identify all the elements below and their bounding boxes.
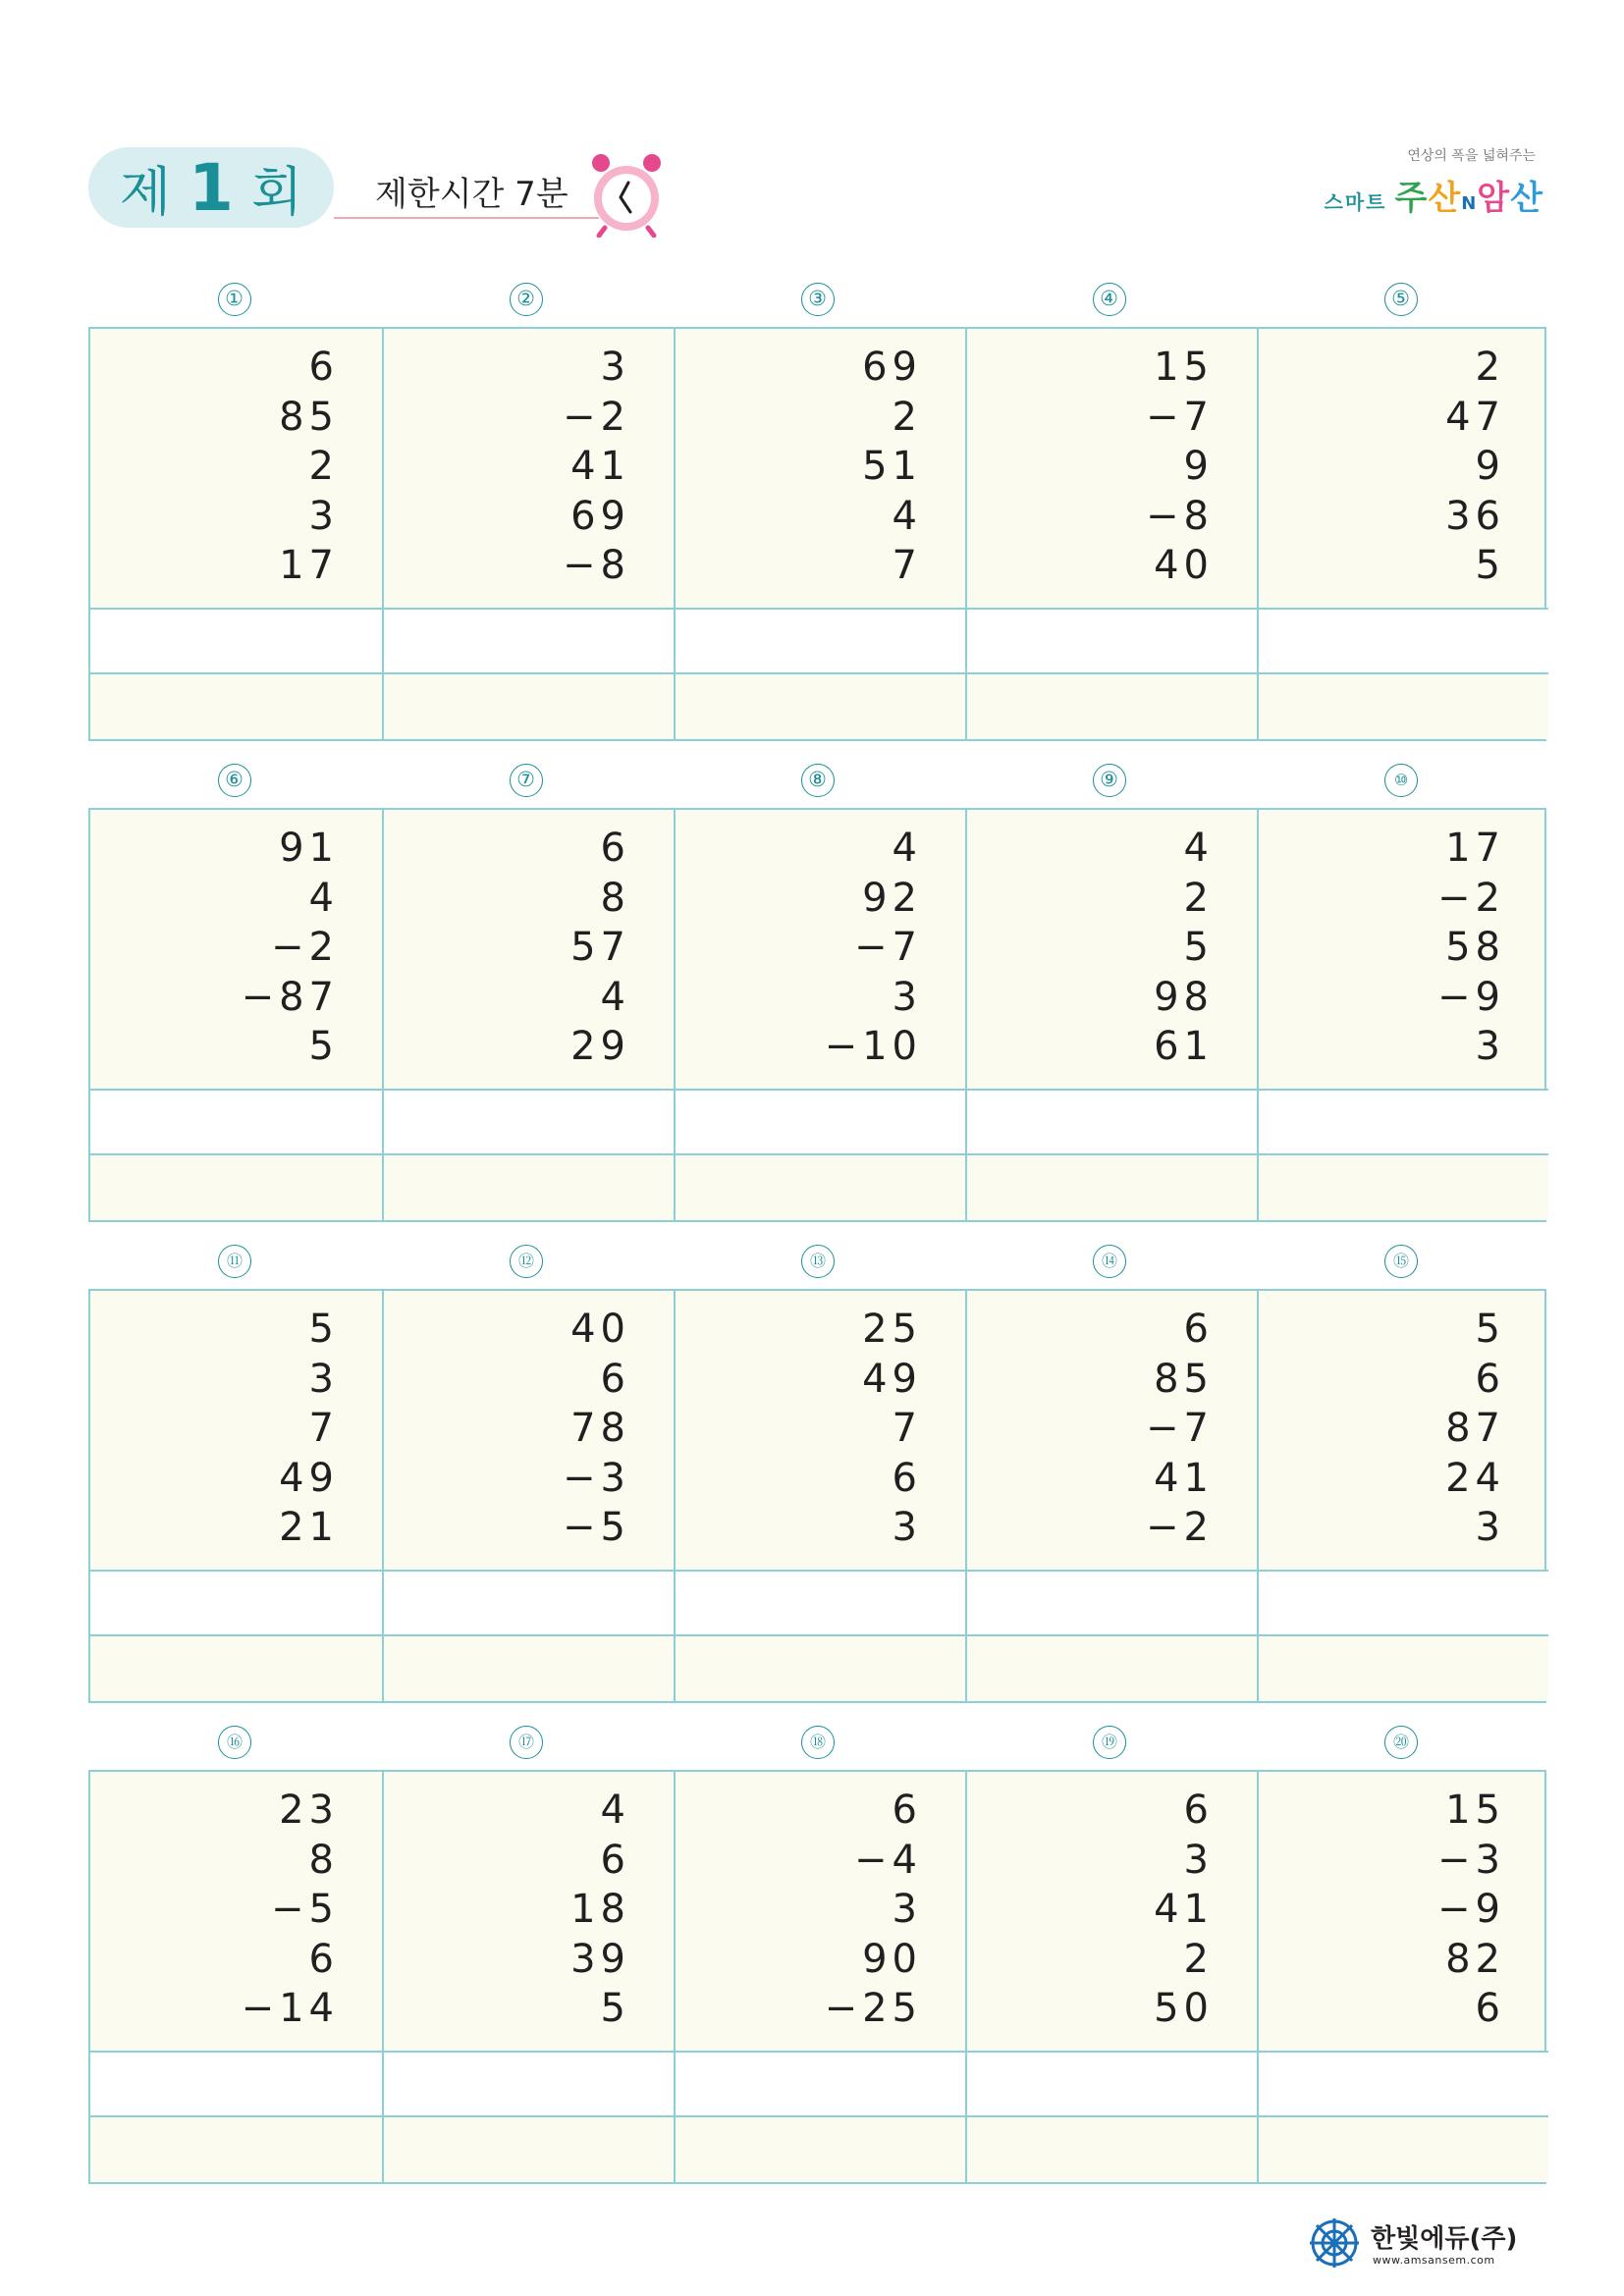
number-column [1289, 824, 1505, 1072]
problem-cell [90, 1291, 382, 1701]
operand: 87 [1445, 1406, 1505, 1451]
problem-cell [674, 1772, 965, 2182]
operand: 3 [892, 1505, 922, 1550]
publisher-url: www.amsansem.com [1373, 2254, 1495, 2267]
operand: 78 [570, 1406, 630, 1451]
answer-box[interactable] [90, 1089, 382, 1155]
check-box[interactable] [384, 2117, 674, 2182]
operand: 91 [279, 826, 339, 871]
operand: 85 [279, 394, 339, 440]
check-box[interactable] [967, 1636, 1257, 1701]
operand: 6 [892, 1455, 922, 1501]
problem-number: ③ [801, 283, 835, 316]
operand: 3 [1475, 1024, 1505, 1069]
operand: 7 [892, 543, 922, 588]
answer-box[interactable] [90, 1570, 382, 1636]
problem-cell [382, 329, 674, 739]
operand: 5 [1183, 925, 1214, 970]
operand: 2 [1475, 345, 1505, 390]
operand: 2 [1183, 875, 1214, 921]
problem-number: ⑨ [1093, 764, 1126, 797]
operand: 29 [570, 1024, 630, 1069]
operand: 51 [862, 444, 922, 489]
operand: 6 [1475, 1356, 1505, 1402]
answer-box[interactable] [967, 1089, 1257, 1155]
operand: 2 [892, 394, 922, 440]
round-label: 제 [119, 160, 172, 223]
operand: 3 [892, 1887, 922, 1932]
answer-box[interactable] [967, 2051, 1257, 2117]
operand: 9 [1183, 444, 1214, 489]
operand: 4 [1183, 826, 1214, 871]
operand: 50 [1154, 1986, 1214, 2031]
operand: 47 [1445, 394, 1505, 440]
operand: 58 [1445, 925, 1505, 970]
check-box[interactable] [967, 1155, 1257, 1220]
operand: −7 [854, 925, 922, 970]
problem-cell [90, 329, 382, 739]
check-box[interactable] [676, 2117, 965, 2182]
operand: 3 [308, 493, 339, 539]
operand: −14 [241, 1986, 339, 2031]
operand: 8 [308, 1837, 339, 1883]
number-column [123, 1786, 339, 2034]
operand: 5 [1475, 543, 1505, 588]
check-box[interactable] [384, 674, 674, 739]
number-column [414, 1305, 630, 1553]
problem-number: ⑱ [801, 1726, 835, 1759]
operand: −87 [241, 974, 339, 1020]
number-column [706, 1305, 922, 1553]
operand: 82 [1445, 1936, 1505, 1982]
check-box[interactable] [967, 2117, 1257, 2182]
problem-cell [674, 329, 965, 739]
number-column [1289, 1305, 1505, 1553]
check-box[interactable] [1259, 674, 1548, 739]
operand: 9 [1475, 444, 1505, 489]
operand: 69 [570, 493, 630, 539]
number-column [123, 824, 339, 1072]
answer-box[interactable] [1259, 2051, 1548, 2117]
problem-number: ⑭ [1093, 1245, 1126, 1278]
operand: 7 [308, 1406, 339, 1451]
operand: 5 [308, 1024, 339, 1069]
problem-grid [88, 1770, 1546, 2184]
operand: −9 [1437, 1887, 1505, 1932]
operand: −8 [563, 543, 630, 588]
operand: 15 [1154, 345, 1214, 390]
answer-box[interactable] [676, 608, 965, 674]
answer-box[interactable] [676, 1570, 965, 1636]
operand: 4 [892, 826, 922, 871]
operand: 92 [862, 875, 922, 921]
operand: 49 [279, 1455, 339, 1501]
operand: 85 [1154, 1356, 1214, 1402]
check-box[interactable] [1259, 1636, 1548, 1701]
problem-number: ④ [1093, 283, 1126, 316]
number-column [998, 824, 1214, 1072]
brand-wordmark: 스마트 주산N암산 [1324, 179, 1543, 218]
answer-box[interactable] [967, 1570, 1257, 1636]
problem-grid [88, 327, 1546, 741]
problem-number: ⑧ [801, 764, 835, 797]
operand: 21 [279, 1505, 339, 1550]
operand: 3 [1183, 1837, 1214, 1883]
operand: 41 [1154, 1455, 1214, 1501]
operand: −2 [271, 925, 339, 970]
operand: −8 [1146, 493, 1214, 539]
problem-number: ⑯ [218, 1726, 251, 1759]
problem-number: ⑮ [1384, 1245, 1418, 1278]
operand: 6 [600, 1356, 630, 1402]
check-box[interactable] [676, 1636, 965, 1701]
answer-box[interactable] [1259, 1570, 1548, 1636]
problem-cell [1257, 1772, 1548, 2182]
publisher-logo-icon [1308, 2216, 1361, 2269]
number-column [998, 1786, 1214, 2034]
answer-box[interactable] [90, 608, 382, 674]
operand: 5 [600, 1986, 630, 2031]
check-box[interactable] [1259, 2117, 1548, 2182]
answer-box[interactable] [384, 1089, 674, 1155]
problem-number: ⑫ [510, 1245, 543, 1278]
problem-number-row [88, 764, 1546, 803]
operand: 3 [308, 1356, 339, 1402]
operand: −3 [1437, 1837, 1505, 1883]
round-badge [88, 147, 334, 228]
number-column [123, 343, 339, 591]
answer-box[interactable] [1259, 1089, 1548, 1155]
problem-number-row [88, 283, 1546, 322]
operand: −7 [1146, 1406, 1214, 1451]
number-column [414, 824, 630, 1072]
operand: 3 [600, 345, 630, 390]
operand: 61 [1154, 1024, 1214, 1069]
operand: 5 [308, 1307, 339, 1352]
operand: 41 [570, 444, 630, 489]
number-column [414, 343, 630, 591]
check-box[interactable] [967, 674, 1257, 739]
operand: 6 [1183, 1788, 1214, 1833]
operand: 49 [862, 1356, 922, 1402]
check-box[interactable] [90, 2117, 382, 2182]
number-column [706, 1786, 922, 2034]
operand: 57 [570, 925, 630, 970]
operand: 40 [570, 1307, 630, 1352]
answer-box[interactable] [384, 608, 674, 674]
number-column [1289, 1786, 1505, 2034]
problem-cell [674, 810, 965, 1220]
operand: 2 [1183, 1936, 1214, 1982]
brand-logo [1249, 145, 1543, 224]
problem-number-row [88, 1726, 1546, 1765]
problem-cell [965, 1772, 1257, 2182]
operand: 39 [570, 1936, 630, 1982]
answer-box[interactable] [676, 1089, 965, 1155]
operand: −5 [271, 1887, 339, 1932]
time-limit: 제한시간 7분 [375, 175, 568, 214]
number-column [414, 1786, 630, 2034]
operand: −25 [824, 1986, 922, 2031]
brand-tagline: 연상의 폭을 넓혀주는 [1407, 148, 1536, 164]
check-box[interactable] [90, 1155, 382, 1220]
operand: 17 [1445, 826, 1505, 871]
problem-cell [1257, 1291, 1548, 1701]
operand: 6 [600, 1837, 630, 1883]
check-box[interactable] [676, 674, 965, 739]
operand: 25 [862, 1307, 922, 1352]
operand: 8 [600, 875, 630, 921]
number-column [998, 1305, 1214, 1553]
alarm-clock-icon [587, 149, 666, 238]
number-column [706, 824, 922, 1072]
problem-cell [674, 1291, 965, 1701]
answer-box[interactable] [384, 2051, 674, 2117]
problem-number: ⑦ [510, 764, 543, 797]
operand: 6 [892, 1788, 922, 1833]
operand: −9 [1437, 974, 1505, 1020]
operand: 18 [570, 1887, 630, 1932]
number-column [1289, 343, 1505, 591]
answer-box[interactable] [90, 2051, 382, 2117]
problem-number: ⑩ [1384, 764, 1418, 797]
problem-number: ⑤ [1384, 283, 1418, 316]
problem-number: ⑰ [510, 1726, 543, 1759]
operand: 23 [279, 1788, 339, 1833]
operand: 6 [600, 826, 630, 871]
answer-box[interactable] [967, 608, 1257, 674]
problem-cell [382, 1291, 674, 1701]
number-column [706, 343, 922, 591]
operand: 17 [279, 543, 339, 588]
operand: 36 [1445, 493, 1505, 539]
operand: −7 [1146, 394, 1214, 440]
operand: 15 [1445, 1788, 1505, 1833]
operand: 40 [1154, 543, 1214, 588]
answer-box[interactable] [384, 1570, 674, 1636]
problem-cell [965, 329, 1257, 739]
operand: 6 [308, 345, 339, 390]
check-box[interactable] [384, 1155, 674, 1220]
operand: −10 [824, 1024, 922, 1069]
operand: 3 [1475, 1505, 1505, 1550]
operand: 24 [1445, 1455, 1505, 1501]
operand: 41 [1154, 1887, 1214, 1932]
problem-number: ⑪ [218, 1245, 251, 1278]
check-box[interactable] [384, 1636, 674, 1701]
operand: 2 [308, 444, 339, 489]
number-column [123, 1305, 339, 1553]
problem-cell [965, 810, 1257, 1220]
problem-number: ⑬ [801, 1245, 835, 1278]
round-suffix: 회 [250, 160, 303, 223]
operand: −4 [854, 1837, 922, 1883]
title-underline [334, 217, 599, 219]
check-box[interactable] [1259, 1155, 1548, 1220]
check-box[interactable] [676, 1155, 965, 1220]
operand: 98 [1154, 974, 1214, 1020]
operand: 4 [892, 493, 922, 539]
operand: 4 [600, 1788, 630, 1833]
operand: 5 [1475, 1307, 1505, 1352]
answer-box[interactable] [676, 2051, 965, 2117]
problem-cell [1257, 329, 1548, 739]
problem-cell [965, 1291, 1257, 1701]
problem-cell [1257, 810, 1548, 1220]
answer-box[interactable] [1259, 608, 1548, 674]
operand: 90 [862, 1936, 922, 1982]
publisher-footer [1308, 2216, 1543, 2275]
operand: 4 [308, 875, 339, 921]
operand: 3 [892, 974, 922, 1020]
operand: −2 [1146, 1505, 1214, 1550]
problem-cell [90, 810, 382, 1220]
operand: 69 [862, 345, 922, 390]
operand: −5 [563, 1505, 630, 1550]
problem-number: ① [218, 283, 251, 316]
problem-number: ⑲ [1093, 1726, 1126, 1759]
operand: −2 [563, 394, 630, 440]
problem-number: ② [510, 283, 543, 316]
check-box[interactable] [90, 1636, 382, 1701]
operand: 6 [1183, 1307, 1214, 1352]
problem-number: ⑳ [1384, 1726, 1418, 1759]
operand: 4 [600, 974, 630, 1020]
problem-grid [88, 808, 1546, 1222]
round-number: 1 [189, 149, 234, 226]
check-box[interactable] [90, 674, 382, 739]
problem-grid [88, 1289, 1546, 1703]
number-column [998, 343, 1214, 591]
problem-cell [382, 1772, 674, 2182]
problem-cell [90, 1772, 382, 2182]
operand: −3 [563, 1455, 630, 1501]
operand: 7 [892, 1406, 922, 1451]
operand: 6 [1475, 1986, 1505, 2031]
problem-cell [382, 810, 674, 1220]
operand: −2 [1437, 875, 1505, 921]
publisher-name: 한빛에듀(주) [1371, 2224, 1518, 2254]
operand: 6 [308, 1936, 339, 1982]
problem-number: ⑥ [218, 764, 251, 797]
problem-number-row [88, 1245, 1546, 1284]
